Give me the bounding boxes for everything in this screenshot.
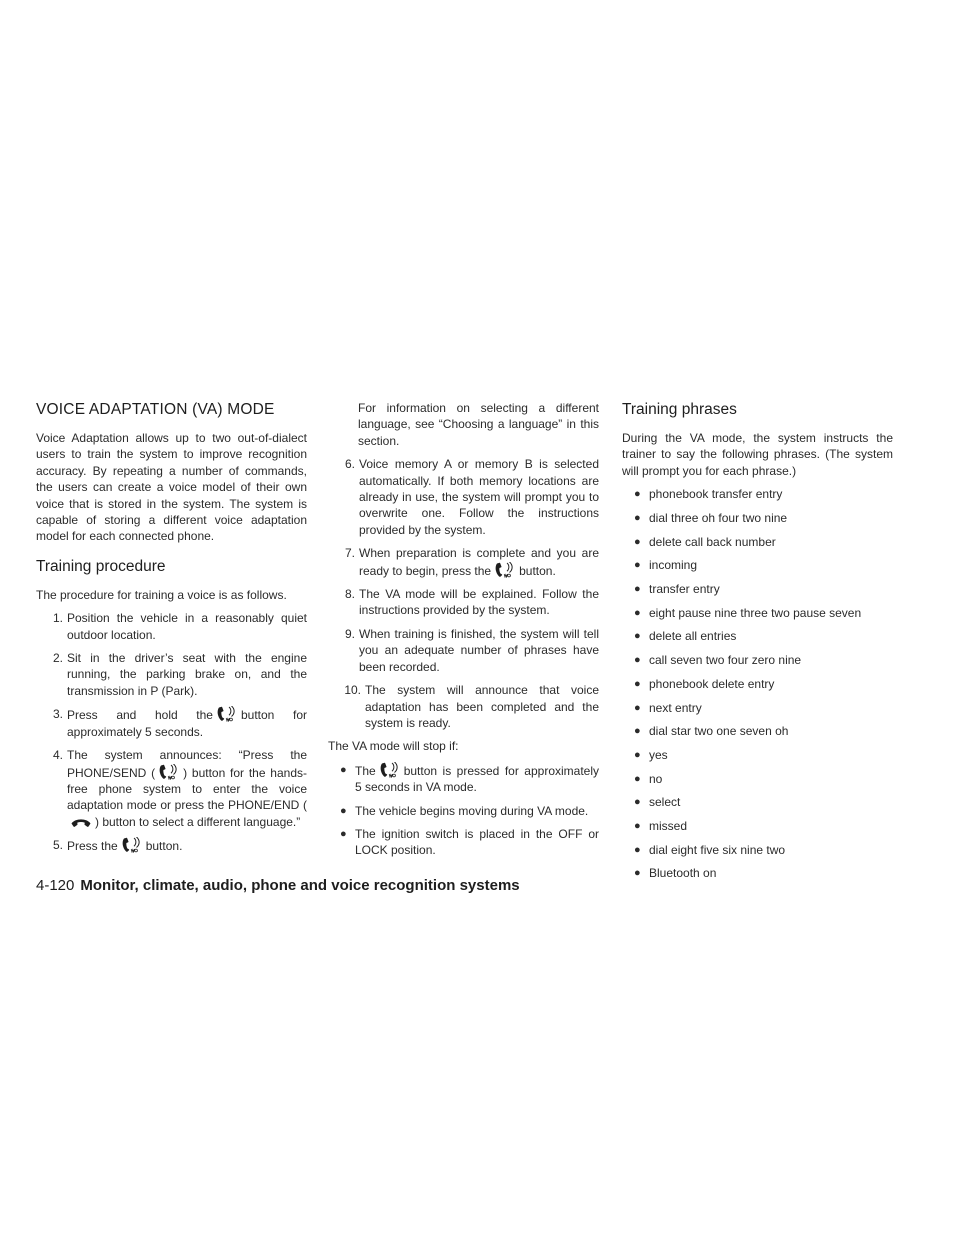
bullet-icon: ● <box>634 843 641 856</box>
column-right <box>622 400 893 889</box>
step-number: 5. <box>52 838 63 853</box>
phrase-item <box>622 865 893 881</box>
stop-text-pre: The <box>355 763 376 778</box>
section-intro: Voice Adaptation allows up to two out-of-dialect users to train the system to improve recognition accuracy. By repeating a number of commands, the users can create a voice model of their own voice that is stored in the system. The system is capable of storing a different voice adaptation model for each connected phone. <box>36 431 307 544</box>
phrase-item <box>622 700 893 716</box>
training-procedure-heading: Training procedure <box>36 557 166 575</box>
section-title: VOICE ADAPTATION (VA) MODE <box>36 401 275 418</box>
procedure-step-6 <box>328 456 599 538</box>
column-middle <box>328 400 599 866</box>
step-text-pre: Press and hold the <box>67 708 213 723</box>
phrase-text: missed <box>649 819 688 834</box>
phrase-text: no <box>649 771 663 786</box>
step-text-post: button for approximately 5 seconds. <box>67 708 307 739</box>
bullet-icon: ● <box>634 630 641 643</box>
bullet-icon: ● <box>634 796 641 809</box>
bullet-icon: ● <box>634 511 641 524</box>
bullet-icon: ● <box>634 535 641 548</box>
step-text: When training is finished, the system will tell you an adequate number of phrases have been recorded. <box>359 626 599 674</box>
phrase-text: phonebook transfer entry <box>649 487 783 502</box>
bullet-icon: ● <box>634 583 641 596</box>
phrase-text: next entry <box>649 700 702 715</box>
stop-text: The vehicle begins moving during VA mode. <box>355 803 589 818</box>
phrase-item <box>622 676 893 692</box>
step-text-post: button. <box>145 839 183 854</box>
procedure-step-2 <box>36 650 307 699</box>
phone-end-icon <box>70 815 92 829</box>
step-number: 6. <box>344 457 355 472</box>
phone-send-icon <box>121 837 143 853</box>
step-text-post: button. <box>519 563 556 578</box>
step-number: 4. <box>52 748 63 763</box>
step-text-pre: Press the <box>67 839 118 854</box>
phrase-text: select <box>649 795 681 810</box>
phrase-text: delete all entries <box>649 629 737 644</box>
phrase-text: dial star two one seven oh <box>649 724 789 739</box>
bullet-icon: ● <box>634 559 641 572</box>
bullet-icon: ● <box>634 701 641 714</box>
bullet-icon: ● <box>634 677 641 690</box>
phrase-text: incoming <box>649 558 698 573</box>
step-text: The system will announce that voice adaptation has been completed and the system is ready. <box>365 683 599 730</box>
training-phrases-heading: Training phrases <box>622 401 737 418</box>
bullet-icon: ● <box>340 763 347 776</box>
step-text-pre: When preparation is complete and you are ready to begin, press the <box>359 546 599 578</box>
step-5-continuation: For information on selecting a different language, see “Choosing a language” in this section. <box>358 401 599 448</box>
step-text: Position the vehicle in a reasonably quiet outdoor location. <box>67 611 307 642</box>
phrase-item <box>622 818 893 834</box>
phrase-item <box>622 628 893 644</box>
phrase-text: delete call back number <box>649 534 776 549</box>
bullet-icon: ● <box>634 867 641 880</box>
phrase-item <box>622 581 893 597</box>
phrase-text: dial three oh four two nine <box>649 510 788 525</box>
step-text: Voice memory A or memory B is selected automatically. If both memory locations are already in use, the system will prompt you to overwrite one. Follow the instructions provided by the system. <box>359 457 599 537</box>
phrase-text: Bluetooth on <box>649 866 717 881</box>
bullet-icon: ● <box>634 820 641 833</box>
phone-send-icon <box>158 764 180 780</box>
phrase-text: yes <box>649 747 668 762</box>
stop-condition-3 <box>328 826 599 859</box>
phrase-item <box>622 723 893 739</box>
training-phrases-intro: During the VA mode, the system instructs the trainer to say the following phrases. (The system will prompt you for each phrase.) <box>622 431 893 478</box>
phrase-text: transfer entry <box>649 582 720 597</box>
step-number: 1. <box>52 611 63 626</box>
phrase-text: phonebook delete entry <box>649 676 775 691</box>
step-number: 3. <box>52 707 63 722</box>
phrase-item <box>622 486 893 502</box>
step-text-c: ) button to select a different language.” <box>95 814 301 829</box>
stop-condition-2 <box>328 803 599 819</box>
phrase-item <box>622 605 893 621</box>
step-number: 10. <box>344 683 361 698</box>
stop-text: The ignition switch is placed in the OFF or LOCK position. <box>355 826 599 858</box>
bullet-icon: ● <box>634 654 641 667</box>
phone-send-icon <box>494 562 516 578</box>
step-text: Sit in the driver’s seat with the engine running, the parking brake on, and the transmission in P (Park). <box>67 651 307 698</box>
step-number: 2. <box>52 651 63 666</box>
bullet-icon: ● <box>634 725 641 738</box>
procedure-step-9 <box>328 626 599 675</box>
step-number: 9. <box>344 626 355 641</box>
step-text-b: ) button for the hands-free phone system to enter the voice adaptation mode or press the PHONE/END ( <box>67 765 307 813</box>
step-number: 8. <box>344 587 355 602</box>
phone-send-icon <box>379 762 401 778</box>
phrase-item <box>622 842 893 858</box>
procedure-step-10 <box>328 682 599 731</box>
page-number: 4-120 <box>36 877 75 894</box>
bullet-icon: ● <box>634 606 641 619</box>
page-footer <box>36 877 520 894</box>
procedure-step-4 <box>36 747 307 830</box>
step-text: The VA mode will be explained. Follow the instructions provided by the system. <box>359 587 599 618</box>
phrase-text: dial eight five six nine two <box>649 842 786 857</box>
bullet-icon: ● <box>340 804 347 817</box>
phone-send-icon <box>216 706 238 722</box>
phrase-text: call seven two four zero nine <box>649 653 802 668</box>
bullet-icon: ● <box>634 488 641 501</box>
phrase-item <box>622 794 893 810</box>
bullet-icon: ● <box>634 748 641 761</box>
stop-conditions-intro: The VA mode will stop if: <box>328 739 459 754</box>
phrase-item <box>622 652 893 668</box>
procedure-step-5 <box>36 837 307 854</box>
phrase-item <box>622 771 893 787</box>
phrase-text: eight pause nine three two pause seven <box>649 605 862 620</box>
procedure-step-3 <box>36 706 307 740</box>
column-left <box>36 400 307 862</box>
procedure-step-8 <box>328 586 599 619</box>
procedure-step-7 <box>328 545 599 579</box>
step-text-a: The system announces: “Press the PHONE/SEND ( <box>67 748 307 780</box>
stop-text-post: button is pressed for approximately 5 seconds in VA mode. <box>355 763 599 795</box>
step-number: 7. <box>344 546 355 561</box>
bullet-icon: ● <box>634 772 641 785</box>
training-procedure-intro: The procedure for training a voice is as follows. <box>36 587 287 602</box>
chapter-title: Monitor, climate, audio, phone and voice recognition systems <box>80 877 520 894</box>
phrase-list <box>622 486 893 882</box>
phrase-item <box>622 557 893 573</box>
stop-condition-1 <box>328 762 599 796</box>
phrase-item <box>622 510 893 526</box>
procedure-step-1 <box>36 610 307 643</box>
bullet-icon: ● <box>340 827 347 840</box>
phrase-item <box>622 747 893 763</box>
phrase-item <box>622 534 893 550</box>
